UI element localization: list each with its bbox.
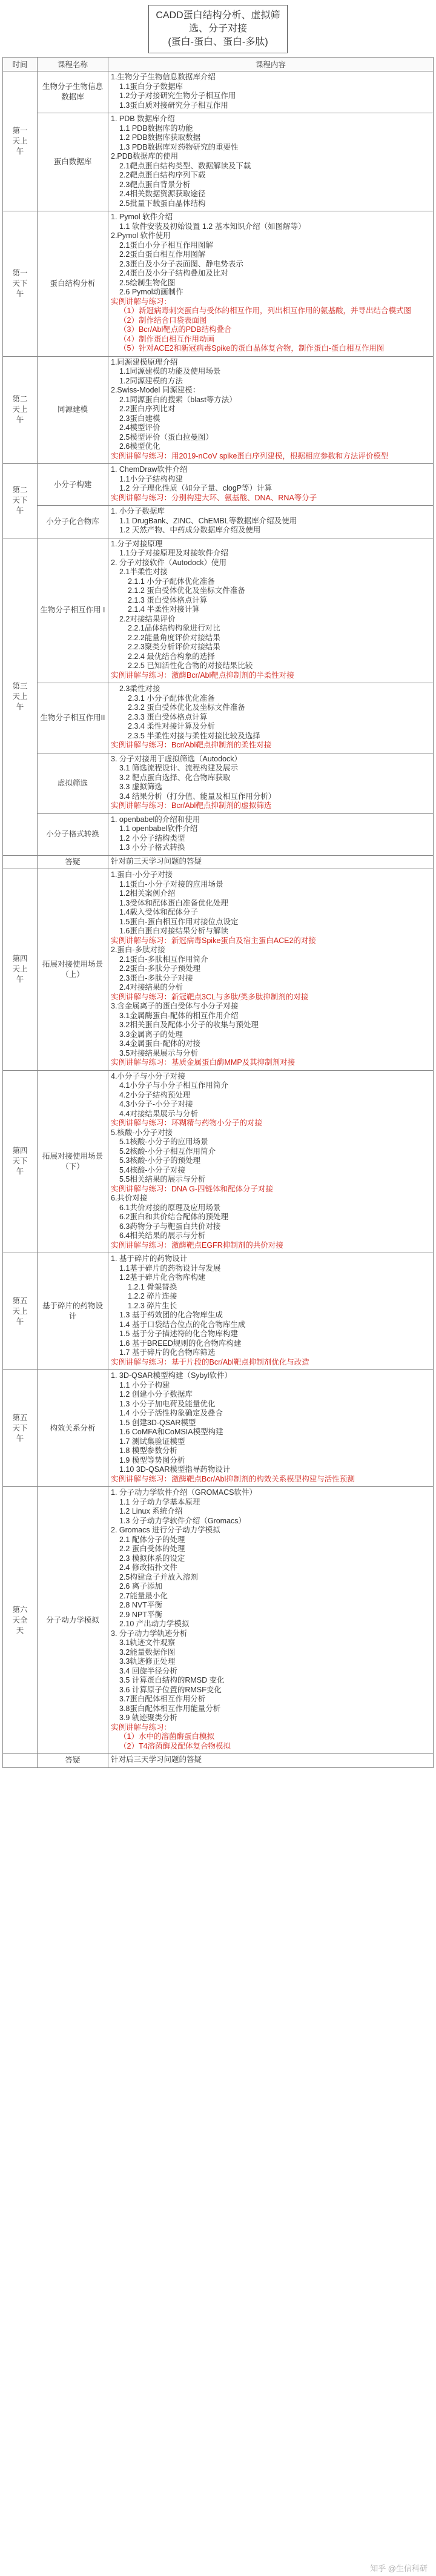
- content-line: 2.1.1 小分子配体优化准备: [128, 577, 215, 586]
- content-line: 1.8 模型参数分析: [119, 1446, 177, 1455]
- exercise-line: 实例讲解与练习：基质金属蛋白酶MMP及其抑制剂对接: [111, 1058, 296, 1067]
- content-line: 2.1同源蛋白的搜索（blast等方法）: [119, 395, 237, 404]
- course-content-cell: [108, 1370, 434, 1487]
- content-line: 2.1.4 半柔性对接计算: [128, 605, 200, 614]
- content-line: 2.2.3聚类分析评价对接结果: [128, 643, 220, 651]
- content-line: 2.6 离子添加: [119, 1582, 162, 1591]
- course-content-cell: [108, 855, 434, 869]
- exercise-line: 实例讲解与练习：DNA G-四链体和配体分子对接: [111, 1184, 274, 1193]
- content-line: 1.6 CoMFA和CoMSIA模型构建: [119, 1428, 223, 1436]
- table-row: [3, 1487, 434, 1754]
- content-line: 2.3.4 柔性对接计算及分析: [128, 722, 215, 730]
- content-line: 1.3蛋白质对接研究分子相互作用: [119, 101, 228, 110]
- content-line: 1.2 分子理化性质（如分子量、clogP等）计算: [119, 484, 272, 492]
- content-line: 3.3轨迹修正处理: [119, 1657, 176, 1666]
- time-cell: 第四 天上 午: [3, 869, 38, 1071]
- content-line: 1. 小分子数据库: [111, 507, 165, 515]
- content-line: 1.1分子对接原理及对接软件介绍: [119, 549, 228, 557]
- exercise-line: 实例讲解与练习：Bcr/Abl靶点抑制剂的虚拟筛选: [111, 801, 272, 810]
- content-line: 2.3.2 蛋白受体优化及坐标文件准备: [128, 703, 245, 712]
- content-line: 1.1同源建模的功能及使用场景: [119, 367, 221, 376]
- course-content-cell: [108, 1487, 434, 1754]
- table-row: [3, 113, 434, 211]
- course-content-cell: [108, 356, 434, 464]
- header-time: 时间: [3, 58, 38, 71]
- content-line: 2.4 修改拓扑文件: [119, 1563, 177, 1572]
- course-content-cell: [108, 506, 434, 538]
- content-line: 1.1 分子动力学基本原理: [119, 1497, 200, 1506]
- content-line: 2.3.1 小分子配体优化准备: [128, 694, 215, 703]
- content-line: 2.Swiss-Model 同源建模：: [111, 386, 200, 394]
- exercise-line: 实例讲解与练习：: [111, 1723, 172, 1732]
- course-name-cell: 小分子化合物库: [38, 506, 108, 538]
- exercise-line: 实例讲解与练习：激酶Bcr/Abl靶点抑制剂的半柔性对接: [111, 670, 294, 680]
- course-name-cell: 小分子构建: [38, 464, 108, 506]
- content-line: 2.2蛋白序列比对: [119, 405, 176, 413]
- content-line: 1.生物分子生物信息数据库介绍: [111, 73, 216, 81]
- content-line: 1.1基于碎片的药物设计与发展: [119, 1263, 221, 1273]
- course-name-cell: 基于碎片的药物设计: [38, 1253, 108, 1370]
- content-line: 1. ChemDraw软件介绍: [111, 465, 188, 474]
- content-line: 5.5相关结果的展示与分析: [119, 1175, 206, 1184]
- content-line: 1.1 PDB数据库的功能: [119, 124, 193, 133]
- schedule-table: [2, 57, 434, 1768]
- content-line: 2.3蛋白-多肽分子对接: [119, 973, 193, 982]
- content-line: 4.2小分子结构预处理: [119, 1090, 191, 1099]
- content-line: 2.1 配体分子的处理: [119, 1535, 185, 1544]
- content-line: 2.1靶点蛋白结构类型、数据解读及下载: [119, 161, 251, 170]
- content-line: 2.2.4 最优结合构象的选择: [128, 652, 215, 661]
- content-line: 2.3靶点蛋白背景分析: [119, 180, 191, 189]
- content-line: 1.4载入受体和配体分子: [119, 908, 198, 916]
- time-cell: [3, 855, 38, 869]
- content-line: 2.3.3 蛋白受体格点计算: [128, 712, 208, 721]
- content-line: 1.1小分子结构构建: [119, 474, 183, 483]
- exercise-line: 实例讲解与练习：基于片段的Bcr/Abl靶点抑制剂优化与改造: [111, 1357, 309, 1366]
- course-name-cell: 同源建模: [38, 356, 108, 464]
- table-row: [3, 683, 434, 753]
- course-content-cell: [108, 683, 434, 753]
- course-content-cell: [108, 538, 434, 683]
- content-line: 2.1.2 蛋白受体优化及坐标文件准备: [128, 586, 245, 595]
- exercise-line: 实例讲解与练习：Bcr/Abl靶点抑制剂的柔性对接: [111, 741, 272, 749]
- content-line: 3.7蛋白配体相互作用分析: [119, 1695, 206, 1703]
- content-line: 1.6 基于BREED规则的化合物库构建: [119, 1339, 242, 1348]
- content-line: 2. 分子对接软件（Autodock）使用: [111, 558, 227, 567]
- content-line: 6.4相关结果的展示与分析: [119, 1231, 206, 1240]
- course-name-cell: 生物分子相互作用II: [38, 683, 108, 753]
- time-cell: 第六 天全 天: [3, 1487, 38, 1754]
- table-row: [3, 71, 434, 113]
- course-content-cell: [108, 813, 434, 855]
- content-line: 3.8蛋白配体相互作用能量分析: [119, 1704, 221, 1713]
- time-cell: 第二 天下 午: [3, 464, 38, 538]
- exercise-line: （2）制作结合口袋表面图: [119, 316, 207, 325]
- content-line: 1.1 openbabel软件介绍: [119, 824, 198, 833]
- content-line: 2.3柔性对接: [119, 684, 160, 693]
- content-line: 3.4 结果分析（打分值、能量及相互作用分析）: [119, 792, 276, 801]
- exercise-line: （1）新冠病毒刺突蛋白与受体的相互作用，列出相互作用的氨基酸，并导出结合模式图: [119, 306, 411, 315]
- content-line: 4.4对接结果展示与分析: [119, 1109, 198, 1118]
- course-content-cell: [108, 71, 434, 113]
- course-name-cell: 蛋白数据库: [38, 113, 108, 211]
- content-line: 1.9 模型等势图分析: [119, 1455, 185, 1465]
- table-row: [3, 1754, 434, 1768]
- content-line: 1.2 小分子结构类型: [119, 833, 185, 843]
- content-line: 2.6模型优化: [119, 442, 160, 451]
- table-row: [3, 1253, 434, 1370]
- exercise-line: 实例讲解与练习：激酶靶点Bcr/Abl抑制剂的构效关系模型构建与活性预测: [111, 1474, 355, 1483]
- content-line: 1.3 小分子格式转换: [119, 843, 185, 852]
- content-line: 1.7 测试集验证模型: [119, 1437, 185, 1446]
- content-line: 1.2同源建模的方法: [119, 376, 183, 385]
- content-line: 1.4 小分子活性构象确定及叠合: [119, 1409, 223, 1417]
- content-line: 2.2.2能量角度评价对接结果: [128, 633, 220, 642]
- exercise-line: 实例讲解与练习：新冠靶点3CL与多肽/类多肽抑制剂的对接: [111, 992, 309, 1001]
- content-line: 针对后三天学习问题的答疑: [111, 1755, 202, 1764]
- table-row: [3, 506, 434, 538]
- table-row: [3, 753, 434, 813]
- time-cell: 第二 天上 午: [3, 356, 38, 464]
- course-content-cell: [108, 869, 434, 1071]
- content-line: 3.5 计算蛋白结构的RMSD 变化: [119, 1676, 225, 1684]
- content-line: 1. PDB 数据库介绍: [111, 114, 175, 123]
- course-name-cell: 答疑: [38, 855, 108, 869]
- table-row: [3, 1370, 434, 1487]
- course-name-cell: 分子动力学模拟: [38, 1487, 108, 1754]
- content-line: 2.蛋白-多肽对接: [111, 945, 165, 954]
- content-line: 2.2蛋白-多肽分子预处理: [119, 964, 201, 973]
- course-content-cell: [108, 1253, 434, 1370]
- time-cell: 第五 天下 午: [3, 1370, 38, 1487]
- content-line: 2.4模型评价: [119, 423, 160, 432]
- time-cell: 第四 天下 午: [3, 1070, 38, 1253]
- content-line: 1.1 DrugBank、ZINC、ChEMBL等数据库介绍及使用: [119, 516, 297, 525]
- exercise-line: （4）制作蛋白相互作用动画: [119, 334, 214, 343]
- course-content-cell: [108, 1754, 434, 1768]
- content-line: 3.6 计算原子位置的RMSF变化: [119, 1685, 222, 1694]
- course-content-cell: [108, 113, 434, 211]
- time-cell: 第三 天上 午: [3, 538, 38, 855]
- content-line: 1.5 基于分子描述符的化合物库构建: [119, 1329, 238, 1338]
- content-line: 2.8 NVT平衡: [119, 1601, 162, 1609]
- content-line: 1.同源建模原理介绍: [111, 357, 178, 366]
- time-cell: 第一 天上 午: [3, 71, 38, 211]
- content-line: 3.9 轨迹聚类分析: [119, 1713, 177, 1722]
- content-line: 5.2核酸-小分子相互作用简介: [119, 1147, 216, 1156]
- table-row: [3, 855, 434, 869]
- content-line: 1.2分子对接研究生物分子相互作用: [119, 91, 236, 100]
- content-line: 3.2相关蛋白及配体小分子的收集与预处理: [119, 1021, 259, 1029]
- course-content-cell: [108, 211, 434, 357]
- exercise-line: 实例讲解与练习：用2019-nCoV spike蛋白序列建模，根据相应参数和方法评价模型: [111, 451, 389, 460]
- content-line: 2.2.1晶体结构构象进行对比: [128, 624, 220, 632]
- content-line: 1.1蛋白分子数据库: [119, 82, 183, 91]
- exercise-line: 实例讲解与练习：: [111, 297, 172, 306]
- content-line: 2.1蛋白-多肽相互作用简介: [119, 955, 208, 964]
- content-line: 5.3核酸-小分子的预处理: [119, 1156, 201, 1165]
- content-line: 3.1 筛选流程设计、流程构建及展示: [119, 764, 238, 772]
- content-line: 5.核酸-小分子对接: [111, 1128, 173, 1137]
- content-line: 4.1小分子与小分子相互作用简介: [119, 1081, 228, 1090]
- table-row: [3, 1070, 434, 1253]
- course-name-cell: 生物分子生物信息数据库: [38, 71, 108, 113]
- content-line: 1.7 基于碎片的化合物库筛选: [119, 1348, 216, 1357]
- content-line: 1. Pymol 软件介绍: [111, 213, 173, 221]
- content-line: 1.2 创建小分子数据库: [119, 1390, 193, 1399]
- content-line: 5.4核酸-小分子对接: [119, 1165, 186, 1174]
- content-line: 1. openbabel的介绍和使用: [111, 815, 200, 824]
- course-name-cell: 小分子格式转换: [38, 813, 108, 855]
- content-line: 1.2基于碎片化合物库构建: [119, 1273, 206, 1282]
- content-line: 2.9 NPT平衡: [119, 1610, 162, 1619]
- exercise-line: 实例讲解与练习：激酶靶点EGFR抑制剂的共价对接: [111, 1240, 283, 1250]
- content-line: 2.1.3 蛋白受体格点计算: [128, 595, 208, 604]
- content-line: 2.4相关数据资源获取途径: [119, 190, 206, 198]
- content-line: 1.2 PDB数据库获取数据: [119, 133, 201, 142]
- content-line: 6.3药物分子与靶蛋白共价对接: [119, 1222, 221, 1231]
- course-content-cell: [108, 1070, 434, 1253]
- exercise-line: 实例讲解与练习：分别构建大环、氨基酸、DNA、RNA等分子: [111, 493, 317, 502]
- exercise-line: （2）T4溶菌酶及配体复合物模拟: [119, 1741, 231, 1750]
- content-line: 2.4蛋白及小分子结构叠加及比对: [119, 269, 228, 277]
- exercise-line: （1）水中的溶菌酶蛋白模拟: [119, 1732, 214, 1741]
- course-content-cell: [108, 464, 434, 506]
- content-line: 3.2 靶点蛋白选择、化合物库获取: [119, 773, 231, 782]
- content-line: 1.2 天然产物、中药成分数据库介绍及使用: [119, 526, 261, 534]
- course-name-cell: 拓展对接使用场景（上）: [38, 869, 108, 1071]
- page-title: CADD蛋白结构分析、虚拟筛选、分子对接 (蛋白-蛋白、蛋白-多肽): [148, 5, 288, 53]
- content-line: 2.PDB数据库的使用: [111, 152, 179, 161]
- content-line: 1.1 软件安装及初始设置 1.2 基本知识介绍（如图解等）: [119, 222, 306, 231]
- content-line: 1.蛋白-小分子对接: [111, 870, 173, 879]
- exercise-line: 实例讲解与练习：新冠病毒Spike蛋白及宿主蛋白ACE2的对接: [111, 936, 316, 945]
- content-line: 2.7能量最小化: [119, 1591, 168, 1600]
- content-line: 1. 分子动力学软件介绍（GROMACS软件）: [111, 1488, 257, 1497]
- content-line: 3.含金属离子的蛋白受体与小分子对接: [111, 1002, 239, 1010]
- content-line: 针对前三天学习问题的答疑: [111, 856, 202, 866]
- schedule-body: [3, 71, 434, 1768]
- time-cell: 第一 天下 午: [3, 211, 38, 357]
- content-line: 3.3金属离子的处理: [119, 1030, 183, 1039]
- content-line: 2.2靶点蛋白结构序列下载: [119, 171, 206, 179]
- content-line: 1. 3D-QSAR模型构建（Sybyl软件）: [111, 1371, 233, 1380]
- content-line: 3.1金属酶蛋白-配体的相互作用介绍: [119, 1011, 239, 1020]
- table-row: [3, 538, 434, 683]
- content-line: 2.2.5 已知活性化合物的对接结果比较: [128, 661, 253, 670]
- header-course-name: 课程名称: [38, 58, 108, 71]
- table-row: [3, 356, 434, 464]
- content-line: 1.1 小分子构建: [119, 1380, 170, 1389]
- content-line: 2.5构建盒子并放入溶剂: [119, 1572, 198, 1581]
- content-line: 2.2 蛋白受体的处理: [119, 1545, 185, 1553]
- content-line: 3.2能量数据作图: [119, 1647, 176, 1657]
- exercise-line: 实例讲解与练习：环糊精与药物小分子的对接: [111, 1119, 263, 1127]
- course-name-cell: 答疑: [38, 1754, 108, 1768]
- content-line: 2. Gromacs 进行分子动力学模拟: [111, 1526, 220, 1534]
- content-line: 4.小分子与小分子对接: [111, 1071, 185, 1081]
- watermark: 知乎 @生信科研: [370, 2564, 428, 2573]
- content-line: 1.2相关案例介绍: [119, 889, 176, 898]
- content-line: 1.4 基于口袋结合位点的化合物库生成: [119, 1320, 246, 1329]
- table-header-row: [3, 58, 434, 71]
- content-line: 1.2 Linux 系统介绍: [119, 1507, 183, 1515]
- header-course-content: 课程内容: [108, 58, 434, 71]
- content-line: 1.2.2 碎片连接: [128, 1292, 177, 1300]
- content-line: 1.2.3 碎片生长: [128, 1301, 177, 1310]
- content-line: 5.1核酸-小分子的应用场景: [119, 1137, 208, 1146]
- content-line: 1.1蛋白-小分子对接的应用场景: [119, 879, 223, 889]
- content-line: 2.10 产出动力学模拟: [119, 1620, 190, 1628]
- table-row: [3, 869, 434, 1071]
- content-line: 6.2蛋白和共价结合配体的预处理: [119, 1213, 228, 1221]
- content-line: 2.5批量下载蛋白晶体结构: [119, 199, 206, 208]
- exercise-line: （5）针对ACE2和新冠病毒Spike的蛋白晶体复合物，制作蛋白-蛋白相互作用图: [119, 344, 385, 353]
- content-line: 1.2.1 骨架替换: [128, 1282, 177, 1291]
- content-line: 2.2对接结果评价: [119, 614, 176, 623]
- course-content-cell: [108, 753, 434, 813]
- content-line: 2.2蛋白蛋白相互作用图解: [119, 250, 206, 259]
- course-name-cell: 蛋白结构分析: [38, 211, 108, 357]
- content-line: 2.Pymol 软件使用: [111, 231, 171, 240]
- content-line: 3. 分子动力学轨迹分析: [111, 1629, 188, 1638]
- content-line: 6.1共价对接的原理及应用场景: [119, 1203, 221, 1212]
- content-line: 1.分子对接原理: [111, 539, 163, 548]
- content-line: 2.3.5 半柔性对接与柔性对接比较及选择: [128, 731, 260, 740]
- content-line: 1. 基于碎片的药物设计: [111, 1254, 188, 1263]
- content-line: 3.1轨迹文件观察: [119, 1638, 176, 1647]
- course-name-cell: 虚拟筛选: [38, 753, 108, 813]
- content-line: 2.1半柔性对接: [119, 568, 168, 576]
- content-line: 1.5 创建3D-QSAR模型: [119, 1418, 196, 1427]
- content-line: 3.4 回旋半径分析: [119, 1666, 177, 1675]
- content-line: 6.共价对接: [111, 1194, 148, 1202]
- content-line: 2.3蛋白建模: [119, 414, 160, 423]
- content-line: 1.3 PDB数据库对药物研究的重要性: [119, 142, 239, 151]
- content-line: 1.10 3D-QSAR模型指导药物设计: [119, 1465, 231, 1474]
- content-line: 3.3 虚拟筛选: [119, 783, 162, 791]
- course-name-cell: 生物分子相互作用 I: [38, 538, 108, 683]
- course-name-cell: 构效关系分析: [38, 1370, 108, 1487]
- content-line: 2.3蛋白及小分子表面图、静电势表示: [119, 259, 243, 268]
- content-line: 2.6 Pymol动画制作: [119, 288, 183, 296]
- content-line: 3.5对接结果展示与分析: [119, 1048, 198, 1058]
- table-row: [3, 813, 434, 855]
- content-line: 2.5绘制生物化图: [119, 278, 176, 287]
- content-line: 1.6蛋白蛋白对接结果分析与解读: [119, 927, 228, 935]
- table-row: [3, 464, 434, 506]
- course-name-cell: 拓展对接使用场景（下）: [38, 1070, 108, 1253]
- content-line: 3. 分子对接用于虚拟筛选（Autodock）: [111, 754, 242, 763]
- content-line: 1.3 分子动力学软件介绍（Gromacs）: [119, 1516, 246, 1525]
- content-line: 2.1蛋白小分子相互作用图解: [119, 240, 213, 250]
- content-line: 1.3 基于药效团的化合物库生成: [119, 1311, 223, 1319]
- time-cell: [3, 1754, 38, 1768]
- content-line: 1.5蛋白-蛋白相互作用对接位点设定: [119, 917, 239, 926]
- exercise-line: （3）Bcr/Abl靶点的PDB结构叠合: [119, 325, 232, 334]
- content-line: 3.4金属蛋白-配体的对接: [119, 1039, 201, 1048]
- content-line: 4.3小分子-小分子对接: [119, 1100, 193, 1108]
- content-line: 2.3 模拟体系的设定: [119, 1554, 185, 1563]
- content-line: 2.4对接结果的分析: [119, 983, 183, 992]
- content-line: 1.3受体和配体蛋白准备优化处理: [119, 898, 228, 907]
- table-row: [3, 211, 434, 357]
- time-cell: 第五 天上 午: [3, 1253, 38, 1370]
- content-line: 1.3 小分子加电荷及能量优化: [119, 1399, 216, 1408]
- content-line: 2.5模型评价（蛋白拉曼图）: [119, 432, 213, 442]
